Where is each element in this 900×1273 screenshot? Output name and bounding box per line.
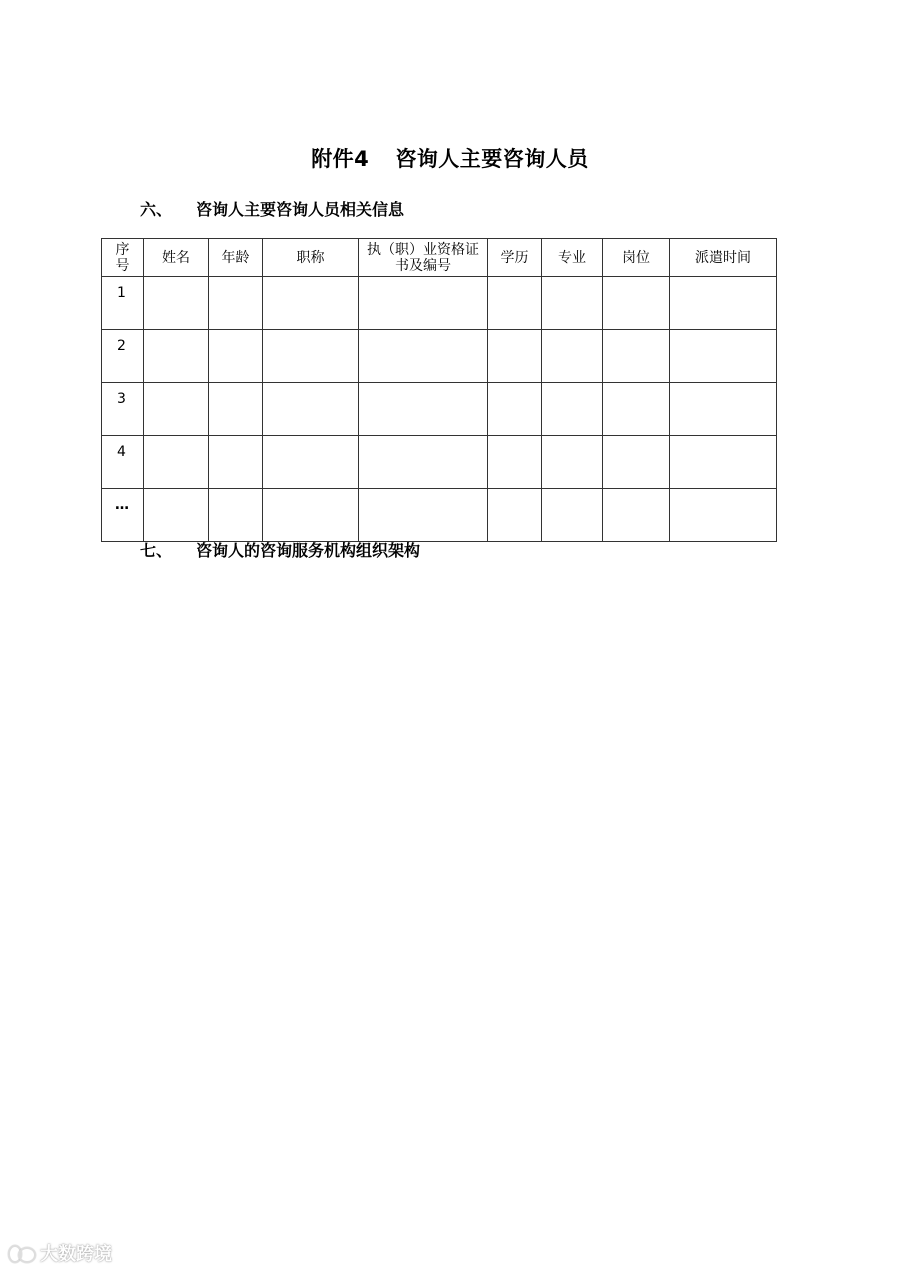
table-cell [542, 277, 603, 330]
table-cell [144, 489, 209, 542]
header-education: 学历 [488, 239, 542, 277]
table-cell [359, 383, 488, 436]
table-cell [209, 489, 263, 542]
table-cell [488, 330, 542, 383]
table-cell [144, 330, 209, 383]
watermark-text: 大数跨境 [40, 1244, 112, 1265]
table-cell [603, 330, 670, 383]
row-index: 3 [102, 383, 144, 436]
table-cell [488, 436, 542, 489]
table-cell [209, 383, 263, 436]
section-title: 咨询人主要咨询人员相关信息 [196, 200, 405, 219]
table-cell [603, 489, 670, 542]
table-cell [144, 277, 209, 330]
table-cell [263, 436, 359, 489]
header-dispatch-time: 派遣时间 [670, 239, 777, 277]
staff-table [101, 238, 777, 542]
header-name: 姓名 [144, 239, 209, 277]
section-heading-6 [140, 197, 404, 220]
table-cell [542, 436, 603, 489]
table-cell [670, 489, 777, 542]
table-cell [359, 489, 488, 542]
table-cell [263, 383, 359, 436]
table-cell [209, 277, 263, 330]
table-cell [542, 489, 603, 542]
table-cell [488, 489, 542, 542]
header-title: 职称 [263, 239, 359, 277]
row-index: 4 [102, 436, 144, 489]
header-major: 专业 [542, 239, 603, 277]
table-cell [670, 436, 777, 489]
table-cell [488, 277, 542, 330]
table-row [102, 489, 777, 542]
table-cell [263, 277, 359, 330]
table-cell [488, 383, 542, 436]
table-cell [603, 436, 670, 489]
table-cell [263, 489, 359, 542]
document-title [0, 143, 900, 173]
header-position: 岗位 [603, 239, 670, 277]
table-cell [670, 383, 777, 436]
table-row [102, 436, 777, 489]
row-index: 2 [102, 330, 144, 383]
section-title: 咨询人的咨询服务机构组织架构 [196, 541, 421, 560]
table-cell [542, 330, 603, 383]
table-row [102, 277, 777, 330]
table-cell [144, 383, 209, 436]
header-certificate: 执（职）业资格证书及编号 [359, 239, 488, 277]
table-cell [359, 330, 488, 383]
table-cell [542, 383, 603, 436]
table-cell [209, 436, 263, 489]
table-cell [670, 277, 777, 330]
watermark [8, 1240, 112, 1266]
table-header-row [102, 239, 777, 277]
table-row [102, 383, 777, 436]
table-cell [144, 436, 209, 489]
header-age: 年龄 [209, 239, 263, 277]
table-cell [670, 330, 777, 383]
section-number: 七、 [140, 541, 173, 560]
title-prefix: 附件4 [311, 147, 370, 171]
watermark-logo-icon [8, 1243, 36, 1263]
section-heading-7 [140, 538, 420, 561]
table-cell [603, 277, 670, 330]
table-cell [603, 383, 670, 436]
row-index: 1 [102, 277, 144, 330]
title-main: 咨询人主要咨询人员 [395, 147, 589, 171]
table-cell [359, 436, 488, 489]
row-index: … [102, 489, 144, 542]
table-cell [209, 330, 263, 383]
table-cell [359, 277, 488, 330]
table-row [102, 330, 777, 383]
table-cell [263, 330, 359, 383]
section-number: 六、 [140, 200, 173, 219]
header-index: 序号 [102, 239, 144, 277]
